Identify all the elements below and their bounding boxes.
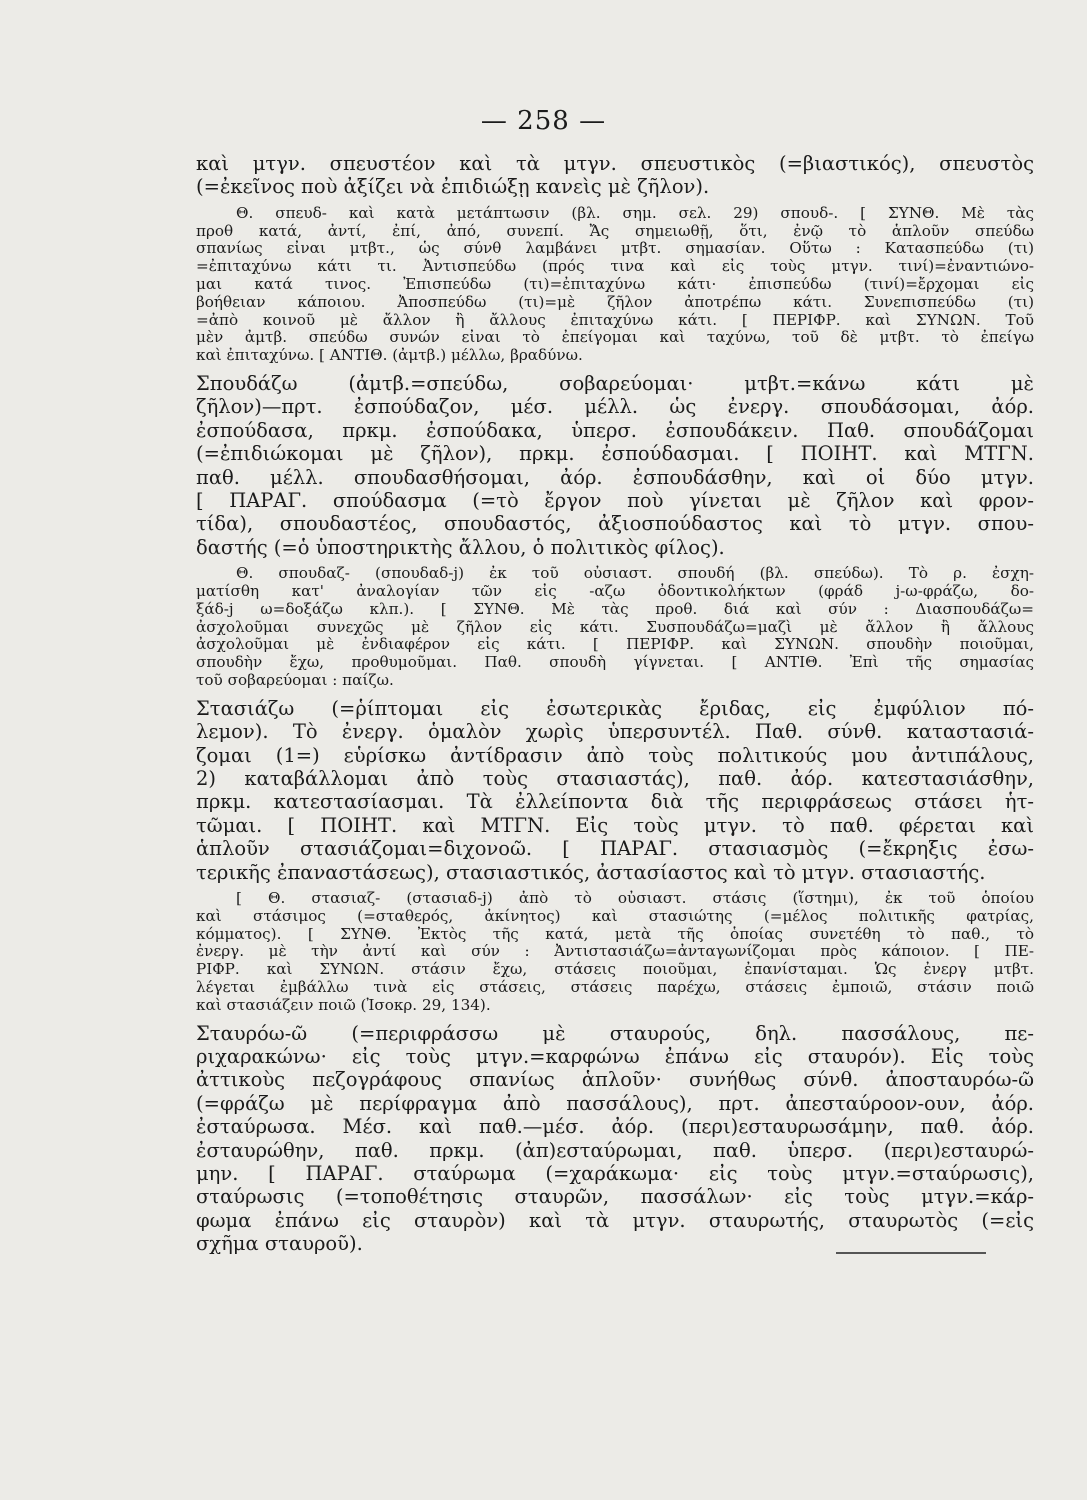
text-line: τίδα), σπουδαστέος, σπουδαστός, ἀξιοσπούδαστος καὶ τὸ μτγν. σπου- bbox=[196, 512, 1034, 536]
end-rule bbox=[836, 1252, 986, 1254]
note-line: ἀσχολοῦμαι συνεχῶς μὲ ζῆλον εἰς κάτι. Συσπουδάζω=μαζὶ μὲ ἄλλον ἢ ἄλλους bbox=[196, 618, 1034, 636]
text-line: ἐσπούδασα, πρκμ. ἐσπούδακα, ὑπερσ. ἐσπουδάκειν. Παθ. σπουδάζομαι bbox=[196, 418, 1034, 442]
text-line: ἐσταυρώθην, παθ. πρκμ. (ἀπ)εσταύρωμαι, παθ. ὑπερσ. (περι)εσταυρώ- bbox=[196, 1138, 1034, 1162]
text-line: ζῆλον)—πρτ. ἐσπούδαζον, μέσ. μέλλ. ὡς ἐνεργ. σπουδάσομαι, ἀόρ. bbox=[196, 395, 1034, 419]
text-line: Σταυρόω-ῶ (=περιφράσσω μὲ σταυρούς, δηλ. πασσάλους, πε- bbox=[196, 1021, 1034, 1045]
text-line: ζομαι (1=) εὑρίσκω ἀντίδρασιν ἀπὸ τοὺς πολιτικούς μου ἀντιπάλους, bbox=[196, 743, 1034, 767]
note-line: καὶ στάσιμος (=σταθερός, ἀκίνητος) καὶ στασιώτης (=μέλος πολιτικῆς φατρίας, bbox=[196, 907, 1034, 925]
note-line: ξάδ-j ω=δοξάζω κλπ.). [ ΣΥΝΘ. Μὲ τὰς προθ. διά καὶ σύν : Διασπουδάζω= bbox=[196, 600, 1034, 618]
note-line: μαι κατά τινος. Ἐπισπεύδω (τι)=ἐπιταχύνω κάτι· ἐπισπεύδω (τινί)=ἔρχομαι εἰς bbox=[196, 276, 1034, 293]
note-line: τοῦ σοβαρεύομαι : παίζω. bbox=[196, 672, 394, 690]
text-line: φωμα ἐπάνω εἰς σταυρὸν) καὶ τὰ μτγν. σταυρωτής, σταυρωτὸς (=εἰς bbox=[196, 1208, 1034, 1232]
text-line: τῶμαι. [ ΠΟΙΗΤ. καὶ ΜΤΓΝ. Εἰς τοὺς μτγν. τὸ παθ. φέρεται καὶ bbox=[196, 813, 1034, 837]
note-line: [ Θ. στασιαζ- (στασιαδ-j) ἀπὸ τὸ οὐσιαστ. στάσις (ἵστημι), ἐκ τοῦ ὁποίου bbox=[236, 890, 1034, 908]
note-line: μὲν ἀμτβ. σπεύδω συνών εἶναι τὸ ἐπείγομαι καὶ ταχύνω, τοῦ δὲ μτβτ. τὸ ἐπείγω bbox=[196, 329, 1034, 347]
page-number: — 258 — bbox=[480, 106, 607, 136]
text-line: (=φράζω μὲ περίφραγμα ἀπὸ πασσάλους), πρτ. ἀπεσταύροον-ουν, ἀόρ. bbox=[196, 1091, 1034, 1115]
note-line: κόμματος). [ ΣΥΝΘ. Ἐκτὸς τῆς κατά, μετὰ τῆς ὁποίας συνετέθη τὸ παθ., τὸ bbox=[196, 925, 1034, 943]
dictionary-entry bbox=[196, 1022, 1034, 1256]
note-line: βοήθειαν κάποιου. Ἀποσπεύδω (τι)=μὲ ζῆλον ἀποτρέπω κάτι. Συνεπισπεύδω (τι) bbox=[196, 293, 1034, 311]
note-line: ἐνεργ. μὲ τὴν ἀντί καὶ σύν : Ἀντιστασιάζω=ἀνταγωνίζομαι πρὸς κάποιον. [ ΠΕ- bbox=[196, 943, 1034, 961]
note-line: ἀσχολοῦμαι μὲ ἐνδιαφέρον εἰς κάτι. [ ΠΕΡΙΦΡ. καὶ ΣΥΝΩΝ. σπουδὴν ποιοῦμαι, bbox=[196, 636, 1034, 654]
note-line: ΡΙΦΡ. καὶ ΣΥΝΩΝ. στάσιν ἔχω, στάσεις ποιοῦμαι, ἐπανίσταμαι. Ὡς ἐνεργ μτβτ. bbox=[196, 961, 1034, 979]
text-line: Σπουδάζω (ἀμτβ.=σπεύδω, σοβαρεύομαι· μτβτ.=κάνω κάτι μὲ bbox=[196, 371, 1034, 395]
text-line: πρκμ. κατεστασίασμαι. Τὰ ἐλλείποντα διὰ τῆς περιφράσεως στάσει ἡτ- bbox=[196, 790, 1034, 814]
text-line: ἁπλοῦν στασιάζομαι=διχονοῶ. [ ΠΑΡΑΓ. στασιασμὸς (=ἔκρηξις ἐσω- bbox=[196, 837, 1034, 861]
text-line: παθ. μέλλ. σπουδασθήσομαι, ἀόρ. ἐσπουδάσθην, καὶ οἱ δύο μτγν. bbox=[196, 465, 1034, 489]
dictionary-entry bbox=[196, 372, 1034, 559]
etymology-note bbox=[196, 565, 1034, 690]
text-line: 2) καταβάλλομαι ἀπὸ τοὺς στασιαστάς), παθ. ἀόρ. κατεστασιάσθην, bbox=[196, 767, 1034, 791]
note-line: Θ. σπευδ- καὶ κατὰ μετάπτωσιν (βλ. σημ. σελ. 29) σπουδ-. [ ΣΥΝΘ. Μὲ τὰς bbox=[236, 204, 1034, 222]
text-line: ἐσταύρωσα. Μέσ. καὶ παθ.—μέσ. ἀόρ. (περι)εσταυρωσάμην, παθ. ἀόρ. bbox=[196, 1115, 1034, 1139]
note-line: καὶ στασιάζειν ποιῶ (Ἰσοκρ. 29, 134). bbox=[196, 996, 491, 1014]
note-line: Θ. σπουδαζ- (σπουδαδ-j) ἐκ τοῦ οὐσιαστ. σπουδή (βλ. σπεύδω). Τὸ ρ. ἐσχη- bbox=[236, 565, 1034, 583]
text-line: Στασιάζω (=ῥίπτομαι εἰς ἐσωτερικὰς ἔριδας, εἰς ἐμφύλιον πό- bbox=[196, 696, 1034, 720]
etymology-note bbox=[196, 890, 1034, 1015]
note-line: καὶ ἐπιταχύνω. [ ΑΝΤΙΘ. (ἀμτβ.) μέλλω, βραδύνω. bbox=[196, 347, 583, 365]
text-line: σταύρωσις (=τοποθέτησις σταυρῶν, πασσάλων· εἰς τοὺς μτγν.=κάρ- bbox=[196, 1185, 1034, 1209]
text-line: ἀττικοὺς πεζογράφους σπανίως ἁπλοῦν· συνήθως σύνθ. ἀποσταυρόω-ῶ bbox=[196, 1068, 1034, 1092]
note-line: σπουδὴν ἔχω, προθυμοῦμαι. Παθ. σπουδὴ γίγνεται. [ ΑΝΤΙΘ. Ἐπὶ τῆς σημασίας bbox=[196, 654, 1034, 672]
note-line: προθ κατά, ἀντί, ἐπί, ἀπό, συνεπί. Ἄς σημειωθῇ, ὅτι, ἐνῷ τὸ ἁπλοῦν σπεύδω bbox=[196, 222, 1034, 240]
note-line: λέγεται ἐμβάλλω τινὰ εἰς στάσεις, στάσεις παρέχω, στάσεις ἐμποιῶ, στάσιν ποιῶ bbox=[196, 979, 1034, 997]
text-line: (=ἐπιδιώκομαι μὲ ζῆλον), πρκμ. ἐσπούδασμαι. [ ΠΟΙΗΤ. καὶ ΜΤΓΝ. bbox=[196, 442, 1034, 466]
text-line: δαστής (=ὁ ὑποστηρικτὴς ἄλλου, ὁ πολιτικὸς φίλος). bbox=[196, 535, 725, 559]
text-line: σχῆμα σταυροῦ). bbox=[196, 1232, 363, 1256]
text-line: τερικῆς ἐπαναστάσεως), στασιαστικός, ἀστασίαστος καὶ τὸ μτγν. στασιαστής. bbox=[196, 860, 986, 884]
etymology-note bbox=[196, 205, 1034, 365]
text-line: ριχαρακώνω· εἰς τοὺς μτγν.=καρφώνω ἐπάνω εἰς σταυρόν). Εἰς τοὺς bbox=[196, 1045, 1034, 1069]
text-line: μην. [ ΠΑΡΑΓ. σταύρωμα (=χαράκωμα· εἰς τοὺς μτγν.=σταύρωσις), bbox=[196, 1162, 1034, 1186]
entry-continuation bbox=[196, 152, 1034, 199]
note-line: ματίσθη κατ' ἀναλογίαν τῶν εἰς -αζω ὀδοντικολήκτων (φράδ j-ω-φράζω, δο- bbox=[196, 583, 1034, 601]
dictionary-entry bbox=[196, 697, 1034, 884]
text-line: (=ἐκεῖνος ποὺ ἀξίζει νὰ ἐπιδιώξῃ κανεὶς μὲ ζῆλον). bbox=[196, 175, 710, 199]
note-line: =ἐπιταχύνω κάτι τι. Ἀντισπεύδω (πρός τινα καὶ εἰς τοὺς μτγν. τινί)=ἐναντιώνο- bbox=[196, 258, 1034, 276]
page-content bbox=[196, 152, 1034, 1254]
text-line: καὶ μτγν. σπευστέον καὶ τὰ μτγν. σπευστικὸς (=βιαστικός), σπευστὸς bbox=[196, 152, 1034, 175]
note-line: =ἀπὸ κοινοῦ μὲ ἄλλον ἢ ἄλλους ἐπιταχύνω κάτι. [ ΠΕΡΙΦΡ. καὶ ΣΥΝΩΝ. Τοῦ bbox=[196, 311, 1034, 329]
note-line: σπανίως εἶναι μτβτ., ὡς σύνθ λαμβάνει μτβτ. σημασίαν. Οὕτω : Κατασπεύδω (τι) bbox=[196, 240, 1034, 258]
text-line: λεμον). Τὸ ἐνεργ. ὁμαλὸν χωρὶς ὑπερσυντέλ. Παθ. σύνθ. καταστασιά- bbox=[196, 720, 1034, 744]
text-line: [ ΠΑΡΑΓ. σπούδασμα (=τὸ ἔργον ποὺ γίνεται μὲ ζῆλον καὶ φρον- bbox=[196, 489, 1034, 513]
